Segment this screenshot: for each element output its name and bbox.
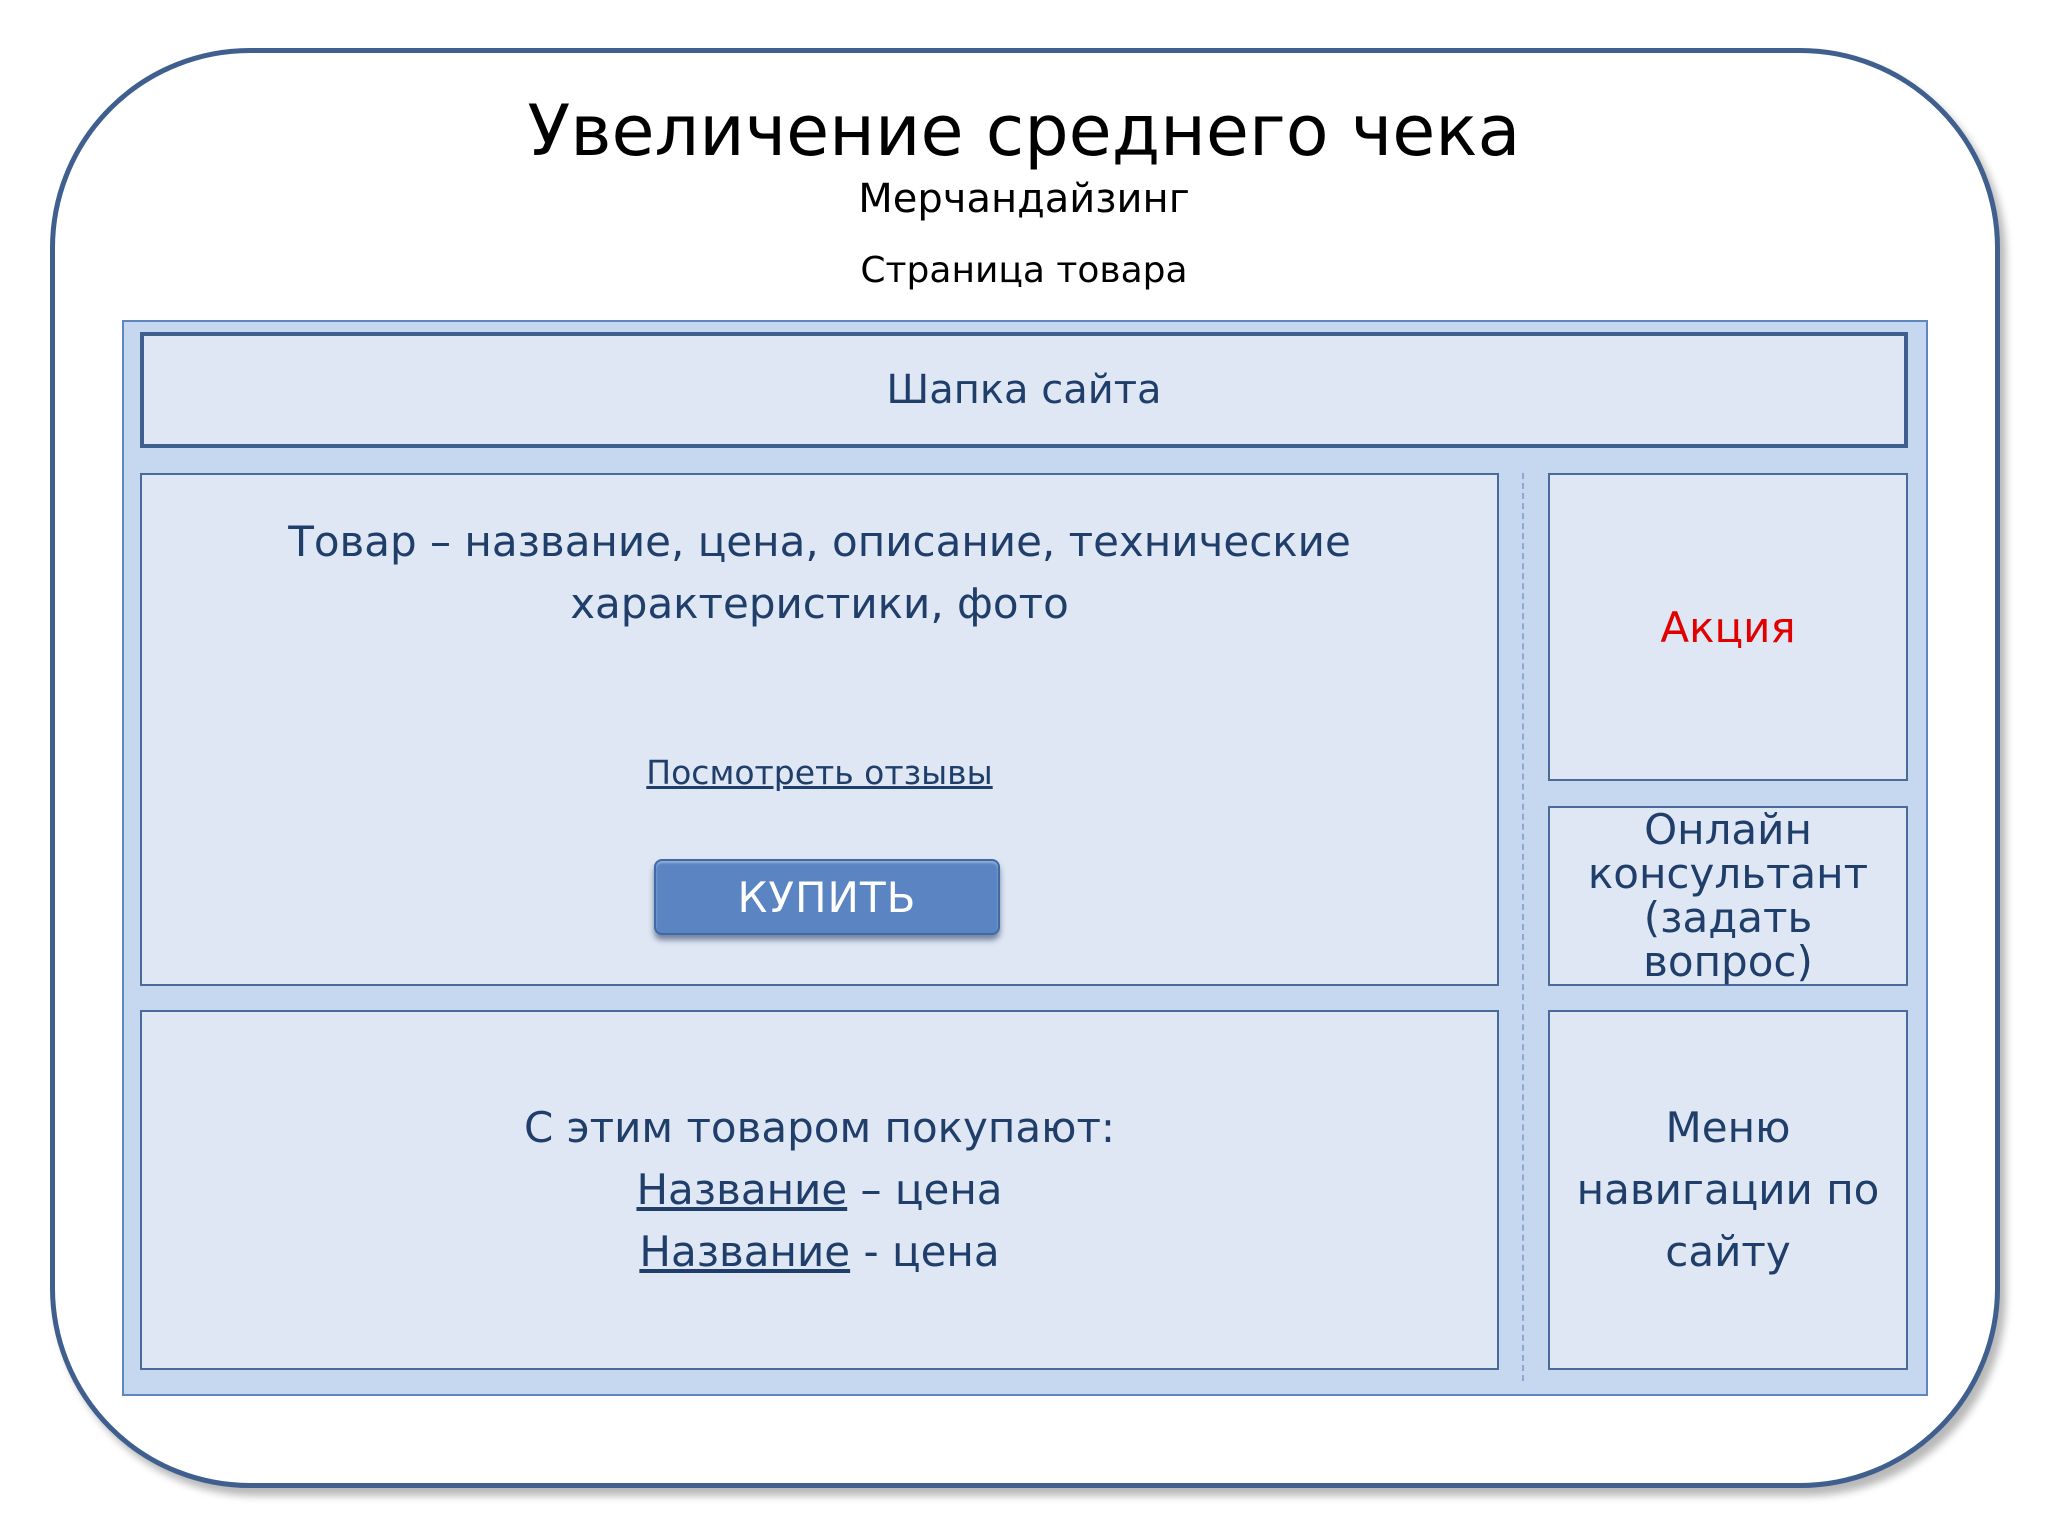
reviews-link[interactable]: Посмотреть отзывы xyxy=(646,753,993,792)
online-consultant-label: Онлайн консультант (задать вопрос) xyxy=(1587,805,1869,986)
navigation-menu-block xyxy=(1548,1010,1908,1370)
navigation-menu-label: Меню навигации по сайту xyxy=(1576,1103,1880,1276)
product-block xyxy=(140,473,1499,986)
related-item-price: – цена xyxy=(847,1165,1003,1214)
related-item xyxy=(636,1159,1002,1221)
column-divider xyxy=(1522,473,1524,1381)
promo-label: Акция xyxy=(1660,602,1796,652)
page-label: Страница товара xyxy=(860,250,1188,291)
slide-subtitle: Мерчандайзинг xyxy=(858,176,1190,222)
related-heading: С этим товаром покупают: xyxy=(523,1103,1116,1152)
related-item-link[interactable]: Название xyxy=(636,1165,848,1214)
promo-block xyxy=(1548,473,1908,781)
slide-title: Увеличение среднего чека xyxy=(527,90,1521,172)
product-description: Товар – название, цена, описание, технические характеристики, фото xyxy=(288,517,1351,628)
related-item-link[interactable]: Название xyxy=(639,1227,851,1276)
related-item xyxy=(639,1221,999,1283)
buy-button[interactable]: КУПИТЬ xyxy=(654,859,1000,935)
online-consultant-block xyxy=(1548,806,1908,986)
site-header-block xyxy=(140,332,1908,448)
related-item-price: - цена xyxy=(850,1227,1000,1276)
related-products-block xyxy=(140,1010,1499,1370)
site-header-label: Шапка сайта xyxy=(886,367,1162,413)
